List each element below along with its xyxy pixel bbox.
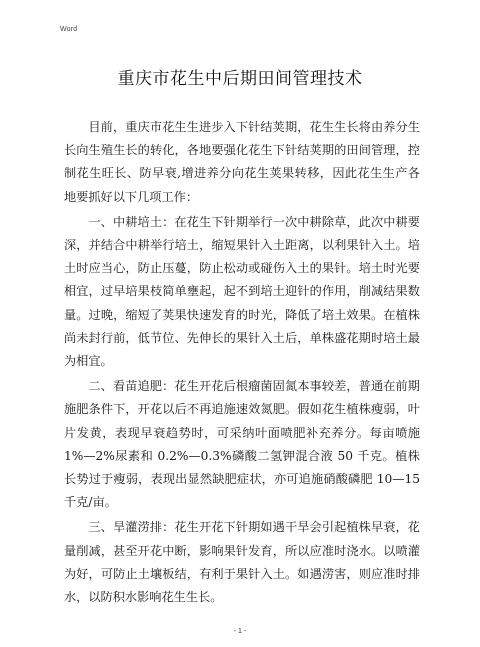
word-header-label: Word: [60, 26, 78, 33]
paragraph-cultivation: 一、中耕培土：在花生下针期举行一次中耕除草，此次中耕要深，并结合中耕举行培土，缩短果针入土距离，以利果针入土。培土时应当心，防止压蔓，防止松动或碰伤入土的果针。培土时光要相宜，过早培果枝简单壅起，起不到培土迎针的作用，削减结果数量。过晚，缩短了荚果快速发育的时光，降低了培土效果。在植株尚未封行前，低节位、先伸长的果针入土后，单株盛花期时培土最为相宜。: [64, 214, 420, 369]
paragraph-irrigation: 三、旱灌涝排：花生开花下针期如遇干旱会引起植株早衰，花量削减，甚至开花中断，影响果针发育，所以应准时浇水。以喷灌为好，可防止土壤板结，有利于果针入土。如遇涝害，则应准时排水，以防积水影响花生生长。: [64, 520, 420, 605]
paragraph-fertilization: 二、看苗追肥：花生开花后根瘤菌固氮本事较差，普通在前期施肥条件下，开花以后不再追施速效氮肥。假如花生植株瘦弱，叶片发黄，表现早衰趋势时，可采纳叶面喷肥补充养分。每亩喷施 1%—2%尿素和 0.2%—0.3%磷酸二氢钾混合液 50 千克。植株长势过于瘦弱，表现出显然缺肥症状，亦可追施硝酸磷肥 10—15 千克/亩。: [64, 379, 420, 510]
page-number: - 1 -: [233, 628, 247, 635]
paragraph-intro: 目前，重庆市花生生进步入下针结荚期，花生生长将由养分生长向生殖生长的转化，各地要强化花生下针结荚期的田间管理，控制花生旺长、防早衰,增进养分向花生荚果转移，因此花生生产各地要抓好以下几项工作：: [64, 120, 420, 204]
document-title: 重庆市花生中后期田间管理技术: [117, 69, 363, 89]
document-body: [64, 116, 420, 611]
